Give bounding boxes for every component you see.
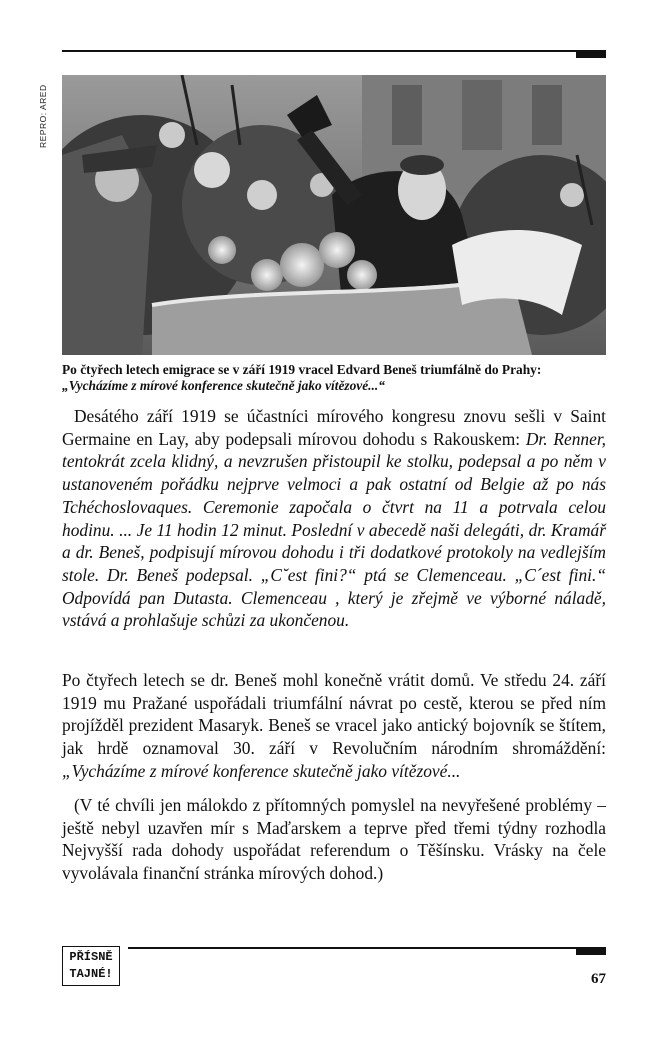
paragraph-2-lead: Po čtyřech letech se dr. Beneš mohl konečně vrátit domů. Ve středu 24. září 1919 mu Pražané uspořádali triumfální návrat po cestě, kterou se před ním projížděl prezident Masaryk. Beneš se vracel jako antický bojovník se štítem, jak hrdě oznamoval 30. září v Revolučním národním shromáždění: [62, 670, 606, 759]
page-number: 67 [591, 971, 606, 987]
stamp-line-2: TAJNÉ! [69, 967, 113, 981]
bottom-rule [128, 947, 606, 949]
paragraph-1-lead: Desátého září 1919 se účastníci mírového kongresu znovu sešli v Saint Germaine en Lay, aby podepsali mírovou dohodu s Rakouskem: [62, 406, 606, 449]
paragraph-3: (V té chvíli jen málokdo z přítomných pomyslel na nevyřešené problémy – ještě nebyl uzavřen mír s Maďarskem a teprve před třemi týdny rozhodla Nejvyšší rada dohody uspořádat referendum o Těšínsku. Vrásky na čele vyvolávala finanční stránka mírových dohod.) [62, 795, 606, 884]
historical-photo [62, 75, 606, 355]
caption-quote: „Vycházíme z mírové konference skutečně jako vítězové...“ [62, 378, 385, 393]
paragraph-2 [62, 669, 606, 783]
paragraph-1-quote: Dr. Renner, tentokrát zcela klidný, a nevzrušen přistoupil ke stolku, podepsal a po něm v ustanoveném pořádku nejprve velmoci a pak ostatní od Belgie až po nás Tchéchoslovaques. Ceremonie započala o čtvrt na 11 a potrvala celou hodinu. ... Je 11 hodin 12 minut. Poslední v abecedě naši delegáti, dr. Kramář a dr. Beneš, podpisují mírovou dohodu i tři dodatkové protokoly na vedlejším stole. Dr. Beneš podepsal. „C˘est fini?“ ptá se Clemenceau. „C´est fini.“ Odpovídá pan Dutasta. Clemenceau , který je zřejmě ve výborné náladě, vstává a prohlašuje schůzi za ukončenou. [62, 428, 607, 631]
top-rule-block [576, 50, 606, 58]
photo-credit: REPRO: ARED [38, 84, 48, 148]
stamp-line-1: PŘÍSNĚ [69, 950, 113, 964]
top-secret-stamp [62, 946, 120, 986]
top-rule [62, 50, 606, 52]
paragraph-1 [62, 405, 606, 632]
bottom-rule-block [576, 947, 606, 955]
photo-caption [62, 362, 606, 394]
paragraph-2-quote: „Vycházíme z mírové konference skutečně jako vítězové... [62, 760, 461, 781]
caption-text: Po čtyřech letech emigrace se v září 1919 vracel Edvard Beneš triumfálně do Prahy: [62, 362, 542, 377]
